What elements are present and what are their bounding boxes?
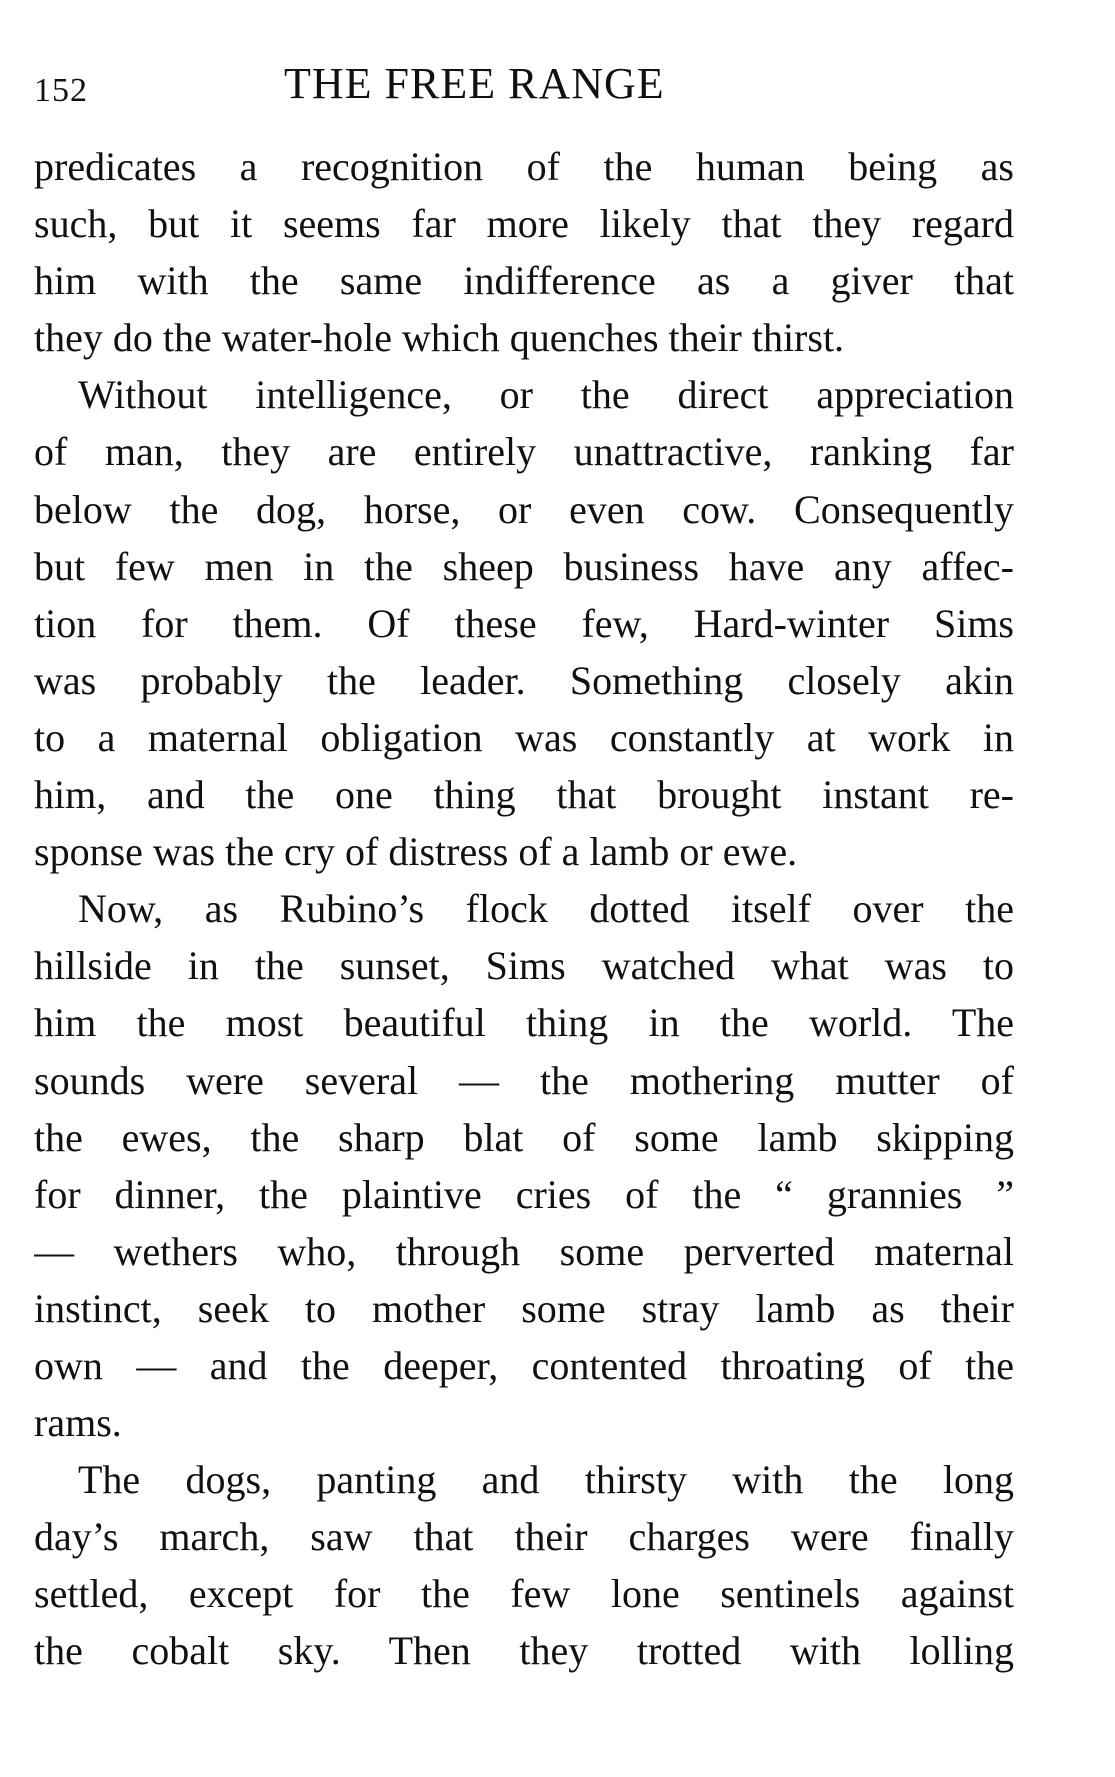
text-line: him with the same indifference as a giver that bbox=[34, 258, 1014, 304]
text-line: was probably the leader. Something closely akin bbox=[34, 657, 1014, 703]
text-line: below the dog, horse, or even cow. Consequently bbox=[34, 486, 1014, 532]
text-line: — wethers who, through some perverted maternal bbox=[34, 1228, 1014, 1274]
text-line: hillside in the sunset, Sims watched what was to bbox=[34, 943, 1014, 989]
paragraph-start-line: Now, as Rubino’s flock dotted itself over the bbox=[78, 886, 1014, 932]
text-line: tion for them. Of these few, Hard-winter Sims bbox=[34, 600, 1014, 646]
text-line: day’s march, saw that their charges were finally bbox=[34, 1514, 1014, 1560]
text-line: instinct, seek to mother some stray lamb as their bbox=[34, 1285, 1014, 1331]
paragraph-start-line: Without intelligence, or the direct appreciation bbox=[78, 372, 1014, 418]
text-line: but few men in the sheep business have any affec- bbox=[34, 543, 1014, 589]
text-line: sounds were several — the mothering mutter of bbox=[34, 1057, 1014, 1103]
text-line: him, and the one thing that brought instant re- bbox=[34, 772, 1014, 818]
paragraph-start-line: The dogs, panting and thirsty with the long bbox=[78, 1457, 1014, 1503]
text-line: for dinner, the plaintive cries of the “ grannies ” bbox=[34, 1171, 1014, 1217]
text-line: such, but it seems far more likely that they regard bbox=[34, 201, 1014, 247]
text-line: they do the water-hole which quenches their thirst. bbox=[34, 315, 845, 361]
text-line: rams. bbox=[34, 1400, 122, 1446]
text-line: own — and the deeper, contented throating of the bbox=[34, 1342, 1014, 1388]
text-line: to a maternal obligation was constantly at work in bbox=[34, 714, 1014, 760]
text-line: predicates a recognition of the human being as bbox=[34, 144, 1014, 189]
text-line: of man, they are entirely unattractive, ranking far bbox=[34, 429, 1014, 475]
running-head bbox=[34, 58, 1014, 118]
text-line: settled, except for the few lone sentinels against bbox=[34, 1571, 1014, 1617]
running-title: THE FREE RANGE bbox=[284, 59, 665, 108]
page-number: 152 bbox=[34, 72, 88, 109]
text-line: sponse was the cry of distress of a lamb or ewe. bbox=[34, 829, 798, 875]
text-line: the cobalt sky. Then they trotted with lolling bbox=[34, 1628, 1014, 1674]
body-text bbox=[34, 138, 1014, 1680]
text-line: him the most beautiful thing in the world. The bbox=[34, 1000, 1014, 1046]
text-line: the ewes, the sharp blat of some lamb skipping bbox=[34, 1114, 1014, 1160]
